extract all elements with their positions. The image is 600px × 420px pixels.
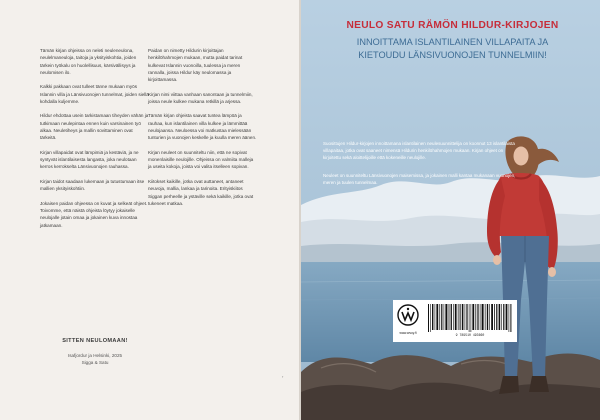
page-marker: ›: [282, 374, 284, 379]
publisher-url: www.wsoy.fi: [399, 331, 417, 335]
back-paragraph: Kirjan nimi viittaa vanhaan sanontaan ja tunnelmiin, joissa neule kulkee mukana retkillä ja arjessa.: [148, 91, 253, 105]
front-cover: [301, 0, 600, 420]
cover-subtitle-line: KIETOUDU LÄNSIVUONOJEN TUNNELMIIN!: [358, 49, 547, 60]
back-paragraph: Jokaisen paidan ohjeessa on kuvat ja selkeät ohjeet. Toivomme, että näistä ohjeista löytyy jokaiselle neulojalle jotain omaa ja jokainen kuva innostaa jatkamaan.: [40, 200, 148, 228]
signoff-heading: SITTEN NEULOMAAN!: [62, 338, 128, 344]
back-paragraph: Kalkki pakkaan ovat tulleet tänne mukaan myös Islannin villa ja Länsivuonojen tunnelmat, joiden siellä kohdalla kuljemme.: [40, 84, 149, 105]
cover-subtitle: [315, 36, 590, 61]
cover-title: NEULO SATU RÄMÖN HILDUR-KIRJOJEN: [346, 20, 559, 31]
back-paragraph: Hildur ehdottaa usein tarkistamaan tiheyden vähän ja tutkimaan neulepintaa ennen kuin varsinainen työ alkaa. Neuletiheys ja mallin sovittaminen ovat tärkeitä.: [40, 113, 149, 141]
back-paragraph: Kirjan villapaidat ovat lämpimiä ja kestäviä, ja ne syntyvät islantilaisesta langasta, joka neulotaan kerros kerrokselta Länsivuonojen rauhassa.: [40, 149, 139, 170]
back-paragraph: Kiitokset kaikille, jotka ovat auttaneet, antaneet neuvoja, mallia, lankaa ja tarinoita. Erityiskiitos Siggan perheelle ja ystäville sekä kaikille, jotka ovat tukeneet matkaa.: [148, 178, 254, 206]
back-paragraph: Kirjan taidot saadaan lukemaan ja tutustumaan itse mallien yksityiskohtiin.: [40, 178, 145, 192]
back-paragraph: Paidan on nimetty Hildurin kirjoittajan henkilöhahmojen mukaan, mutta paidat tarinat kulkevat Islannin vuonoilla, tuulessa ja meren rannalla, joissa Hildur käy neulomassa ja kirjoittamassa.: [148, 48, 243, 83]
cover-subtitle-line: INNOITTAMA ISLANTILAINEN VILLAPAITA JA: [356, 37, 549, 47]
barcode-panel: [393, 300, 517, 342]
isbn-number: 9 789510 493660: [455, 333, 485, 337]
isbn-barcode: [427, 304, 513, 332]
back-paragraph: Tämän kirjan ohjeissa on neleti neuleneulona, neulelmaneuloja, taitoja ja yksityiskohtia, joiden tärkein työkalu on huolellisuus, kärsivällisyys ja neulomisen ilo.: [40, 48, 137, 76]
cover-blurb: Suosittujen Hildur-kirjojen innoittamana islantilainen neulesuunnittelija on koonnut 13 islantilaista villapaitaa, jotka ovat saaneet nimensä Hildurin henkilöhahmojen mukaan. Kirjan ohjeet on kirjoitettu sekä aloittelijoille että kokeneille neulojille.: [323, 141, 515, 161]
publisher-logo-icon: [397, 304, 419, 326]
back-cover-column-2: [148, 47, 258, 214]
authors: Sigga & Satu: [81, 360, 109, 365]
cover-photo: [301, 0, 600, 420]
cover-blurb: Neuleet on suunniteltu Länsivuonojen maisemissa, ja jokainen malli kantaa mukanaan vuonojen, meren ja tuulen tunnelmaa.: [323, 173, 516, 186]
place-date: Isafjordur ja Helsinki, 2025: [67, 353, 123, 358]
back-paragraph: Kirjan neuleet on suunniteltu niin, että ne sopivat monenlaisille neulojille. Ohjeissa on valmiita malleja ja useita kokoja, joista voi valita itselleen sopivan.: [148, 149, 254, 170]
back-cover-column-1: [40, 47, 150, 236]
back-paragraph: Tämän kirjan ohjeista saavat tuntea lämpöä ja rauhaa, kun islantilainen villa kulkee ja lämmittää neulojaansa. Neuloessa voi matkustaa mielessään tunturien ja vuonojen keskelle ja kuulla meren äänen.: [148, 113, 257, 141]
